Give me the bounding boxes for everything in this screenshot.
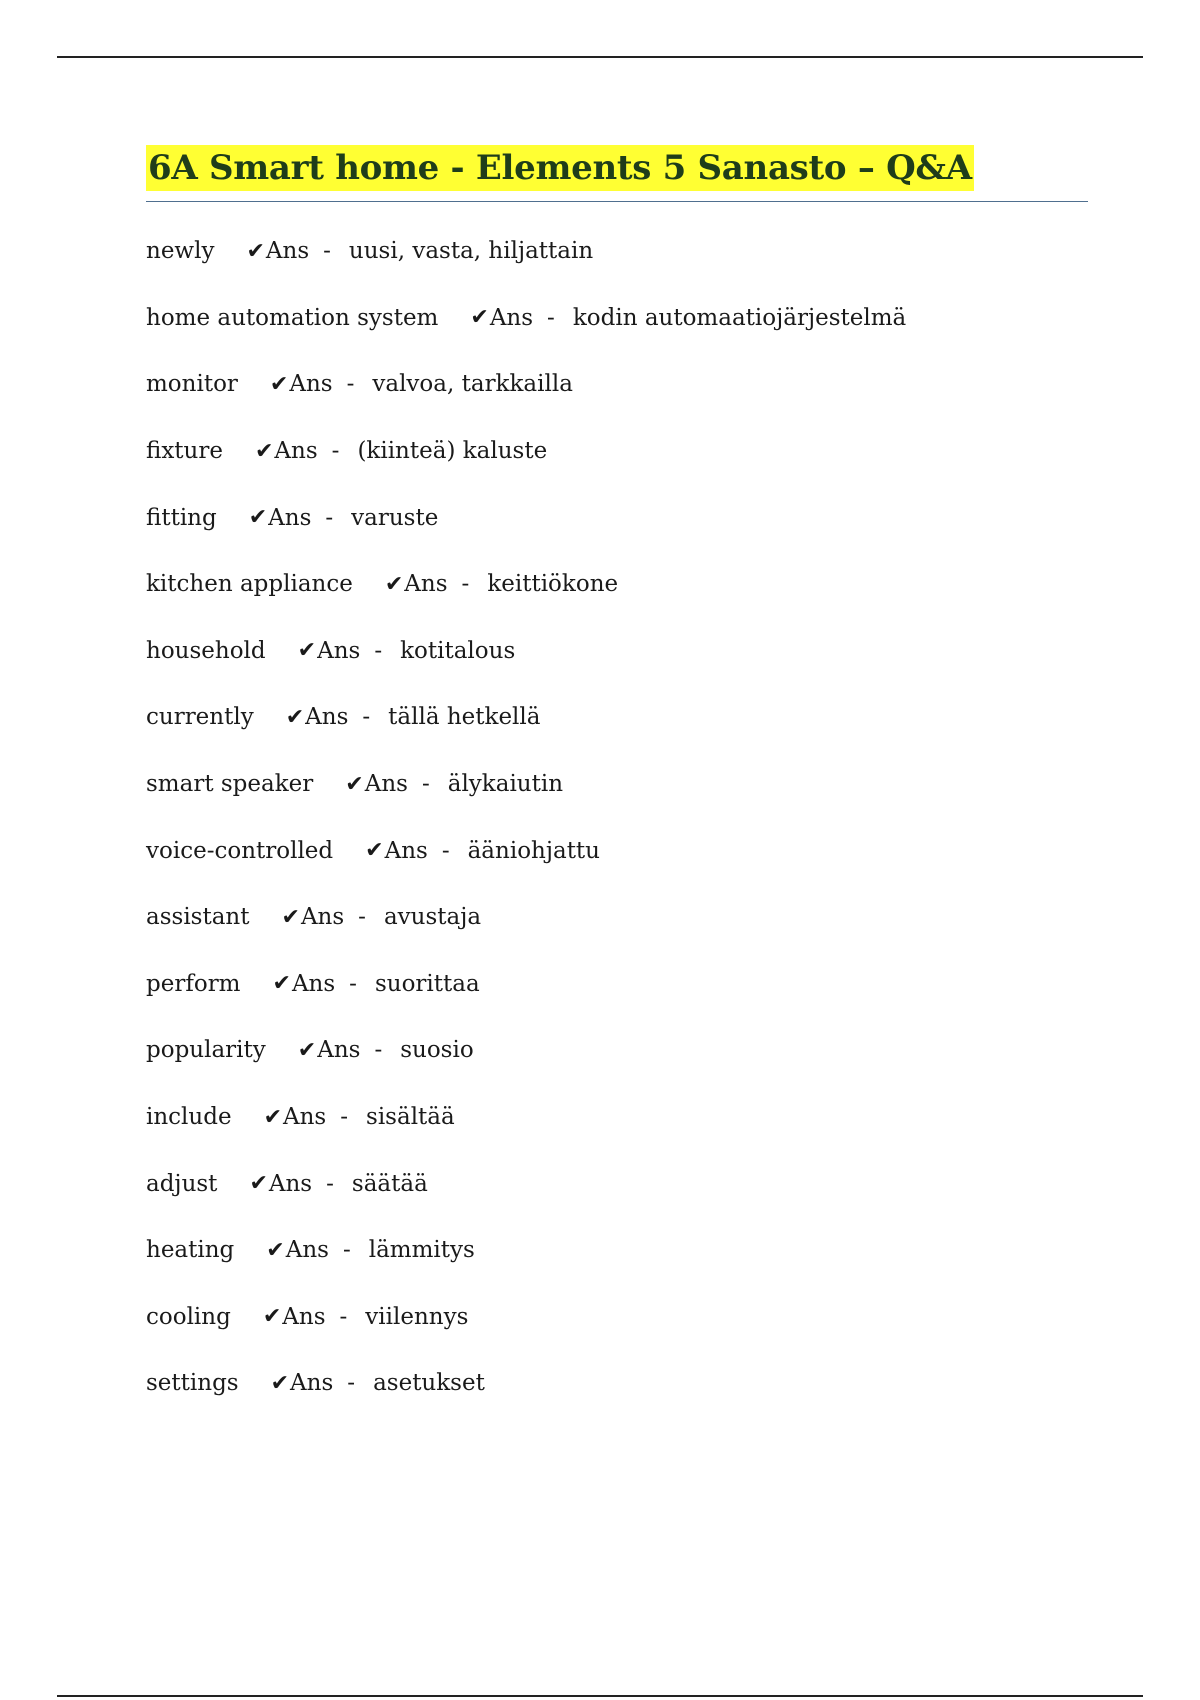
check-icon: ✔	[266, 1237, 285, 1263]
qa-term: fitting	[146, 504, 217, 531]
check-icon: ✔	[365, 838, 384, 864]
qa-term: include	[146, 1104, 232, 1131]
ans-separator: -	[547, 304, 555, 331]
check-icon: ✔	[270, 1370, 290, 1396]
ans-separator: -	[346, 371, 355, 398]
qa-answer: suosio	[400, 1037, 474, 1064]
qa-item	[146, 218, 1088, 285]
qa-item	[146, 1017, 1088, 1084]
qa-answer: ääniohjattu	[467, 837, 600, 864]
ans-separator: -	[362, 704, 371, 731]
qa-item	[146, 285, 1088, 352]
ans-separator: -	[325, 504, 334, 531]
qa-item	[146, 751, 1088, 818]
page-footer-rule	[57, 1695, 1143, 1697]
ans-separator: -	[374, 637, 383, 664]
ans-separator: -	[326, 1170, 334, 1197]
check-icon: ✔	[470, 305, 489, 331]
qa-item	[146, 1217, 1088, 1284]
check-icon: ✔	[263, 1104, 282, 1130]
ans-separator: -	[421, 771, 430, 798]
qa-item	[146, 884, 1088, 951]
qa-answer: sisältää	[366, 1104, 455, 1131]
ans-label: Ans	[285, 1237, 329, 1264]
check-icon: ✔	[262, 1304, 282, 1330]
qa-answer: suorittaa	[374, 970, 480, 997]
ans-separator: -	[331, 438, 340, 465]
check-icon: ✔	[285, 704, 305, 730]
ans-label: Ans	[268, 1170, 313, 1197]
check-icon: ✔	[272, 971, 291, 997]
ans-separator: -	[347, 1370, 356, 1397]
qa-item	[146, 484, 1088, 551]
ans-separator: -	[342, 1237, 351, 1264]
ans-label: Ans	[384, 837, 428, 864]
qa-term: fixture	[146, 438, 223, 465]
check-icon: ✔	[254, 438, 274, 464]
page-header-rule	[57, 56, 1143, 58]
qa-term: adjust	[146, 1170, 218, 1197]
qa-list	[146, 218, 1088, 1417]
qa-term: kitchen appliance	[146, 571, 353, 598]
qa-term: smart speaker	[146, 771, 314, 798]
qa-item	[146, 684, 1088, 751]
qa-answer: valvoa, tarkkailla	[372, 371, 573, 398]
ans-label: Ans	[489, 304, 534, 331]
document-body	[146, 145, 1088, 1417]
check-icon: ✔	[249, 1171, 268, 1197]
ans-label: Ans	[300, 904, 345, 931]
qa-term: perform	[146, 970, 241, 997]
ans-separator: -	[441, 837, 450, 864]
ans-separator: -	[374, 1037, 383, 1064]
qa-term: settings	[146, 1370, 239, 1397]
check-icon: ✔	[384, 571, 404, 597]
qa-answer: viilennys	[365, 1303, 469, 1330]
qa-item	[146, 618, 1088, 685]
qa-item	[146, 1284, 1088, 1351]
qa-answer: uusi, vasta, hiljattain	[348, 238, 594, 265]
qa-term: assistant	[146, 904, 250, 931]
qa-answer: keittiökone	[487, 571, 619, 598]
qa-item	[146, 1150, 1088, 1217]
qa-answer: (kiinteä) kaluste	[357, 438, 548, 465]
qa-answer: älykaiutin	[447, 771, 564, 798]
qa-item	[146, 351, 1088, 418]
check-icon: ✔	[345, 771, 364, 797]
qa-term: voice-controlled	[146, 837, 334, 864]
ans-label: Ans	[291, 970, 336, 997]
qa-item	[146, 1084, 1088, 1151]
ans-label: Ans	[265, 238, 310, 265]
qa-term: popularity	[146, 1037, 266, 1064]
ans-label: Ans	[282, 1303, 326, 1330]
qa-answer: tällä hetkellä	[388, 704, 541, 731]
ans-label: Ans	[305, 704, 349, 731]
ans-label: Ans	[317, 1037, 361, 1064]
qa-term: newly	[146, 238, 215, 265]
qa-answer: säätää	[351, 1170, 428, 1197]
ans-label: Ans	[289, 371, 333, 398]
check-icon: ✔	[281, 904, 300, 930]
ans-label: Ans	[268, 504, 312, 531]
qa-term: currently	[146, 704, 254, 731]
check-icon: ✔	[246, 238, 265, 264]
qa-answer: avustaja	[383, 904, 482, 931]
document-title: 6A Smart home - Elements 5 Sanasto – Q&A	[146, 145, 974, 191]
qa-item	[146, 1350, 1088, 1417]
ans-separator: -	[349, 970, 357, 997]
ans-separator: -	[323, 238, 331, 265]
check-icon: ✔	[269, 371, 289, 397]
qa-term: monitor	[146, 371, 238, 398]
qa-answer: kotitalous	[400, 637, 516, 664]
qa-answer: asetukset	[373, 1370, 485, 1397]
qa-answer: varuste	[351, 504, 439, 531]
ans-separator: -	[358, 904, 366, 931]
ans-label: Ans	[317, 637, 361, 664]
ans-separator: -	[339, 1303, 348, 1330]
ans-label: Ans	[283, 1104, 327, 1131]
qa-item	[146, 951, 1088, 1018]
check-icon: ✔	[297, 1037, 317, 1063]
qa-item	[146, 418, 1088, 485]
qa-answer: kodin automaatiojärjestelmä	[572, 304, 907, 331]
qa-term: cooling	[146, 1303, 231, 1330]
qa-item	[146, 817, 1088, 884]
check-icon: ✔	[248, 505, 268, 531]
qa-item	[146, 551, 1088, 618]
title-block	[146, 145, 1088, 202]
ans-label: Ans	[274, 438, 318, 465]
ans-label: Ans	[364, 771, 408, 798]
check-icon: ✔	[297, 638, 317, 664]
qa-answer: lämmitys	[368, 1237, 475, 1264]
ans-separator: -	[340, 1104, 349, 1131]
ans-label: Ans	[404, 571, 448, 598]
ans-label: Ans	[290, 1370, 334, 1397]
qa-term: household	[146, 637, 266, 664]
qa-term: heating	[146, 1237, 235, 1264]
ans-separator: -	[461, 571, 470, 598]
qa-term: home automation system	[146, 304, 439, 331]
